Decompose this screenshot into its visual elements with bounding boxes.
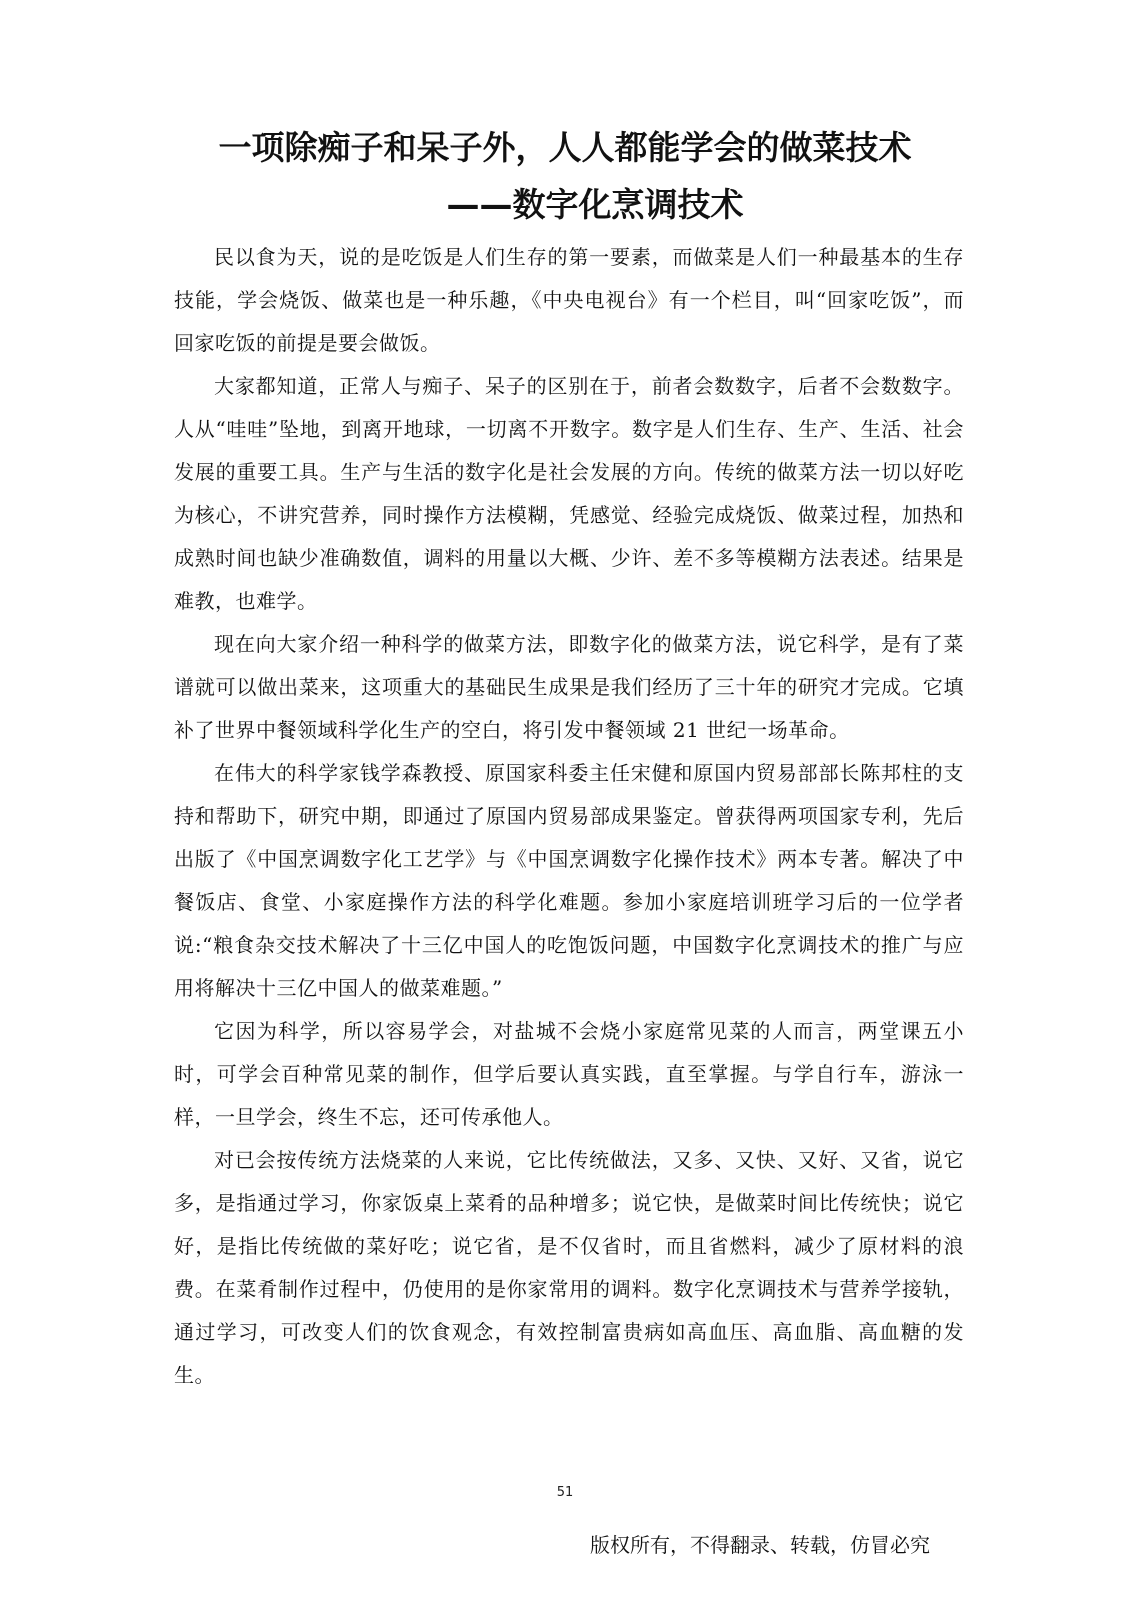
paragraph-5: 它因为科学，所以容易学会，对盐城不会烧小家庭常见菜的人而言，两堂课五小时，可学会百种常见菜的制作，但学后要认真实践，直至掌握。与学自行车，游泳一样，一旦学会，终生不忘，还可传承他人。 <box>174 1019 964 1129</box>
page-title: 一项除痴子和呆子外，人人都能学会的做菜技术 <box>218 128 912 167</box>
paragraph-2: 大家都知道，正常人与痴子、呆子的区别在于，前者会数数字，后者不会数数字。人从“哇哇”坠地，到离开地球，一切离不开数字。数字是人们生存、生产、生活、社会发展的重要工具。生产与生活的数字化是社会发展的方向。传统的做菜方法一切以好吃为核心，不讲究营养，同时操作方法模糊，凭感觉、经验完成烧饭、做菜过程，加热和成熟时间也缺少准确数值，调料的用量以大概、少许、差不多等模糊方法表述。结果是难教，也难学。 <box>174 374 964 613</box>
paragraph-4: 在伟大的科学家钱学森教授、原国家科委主任宋健和原国内贸易部部长陈邦柱的支持和帮助下，研究中期，即通过了原国内贸易部成果鉴定。曾获得两项国家专利，先后出版了《中国烹调数字化工艺学》与《中国烹调数字化操作技术》两本专著。解决了中餐饭店、食堂、小家庭操作方法的科学化难题。参加小家庭培训班学习后的一位学者说:“粮食杂交技术解决了十三亿中国人的吃饱饭问题，中国数字化烹调技术的推广与应用将解决十三亿中国人的做菜难题。” <box>174 761 964 1000</box>
paragraph-6: 对已会按传统方法烧菜的人来说，它比传统做法，又多、又快、又好、又省，说它多，是指通过学习，你家饭桌上菜肴的品种增多；说它快，是做菜时间比传统快；说它好，是指比传统做的菜好吃；说它省，是不仅省时，而且省燃料，减少了原材料的浪费。在菜肴制作过程中，仍使用的是你家常用的调料。数字化烹调技术与营养学接轨，通过学习，可改变人们的饮食观念，有效控制富贵病如高血压、高血脂、高血糖的发生。 <box>174 1148 964 1387</box>
page-subtitle: ——数字化烹调技术 <box>446 185 744 224</box>
paragraph-3: 现在向大家介绍一种科学的做菜方法，即数字化的做菜方法，说它科学，是有了菜谱就可以做出菜来，这项重大的基础民生成果是我们经历了三十年的研究才完成。它填补了世界中餐领域科学化生产的空白，将引发中餐领域 21 世纪一场革命。 <box>174 632 964 742</box>
copyright-notice: 版权所有，不得翻录、转载，仿冒必究 <box>590 1533 930 1557</box>
article-body <box>174 236 964 1397</box>
paragraph-1: 民以食为天，说的是吃饭是人们生存的第一要素，而做菜是人们一种最基本的生存技能，学会烧饭、做菜也是一种乐趣，《中央电视台》有一个栏目，叫“回家吃饭”，而回家吃饭的前提是要会做饭。 <box>174 245 964 355</box>
page-number: 51 <box>556 1485 574 1500</box>
